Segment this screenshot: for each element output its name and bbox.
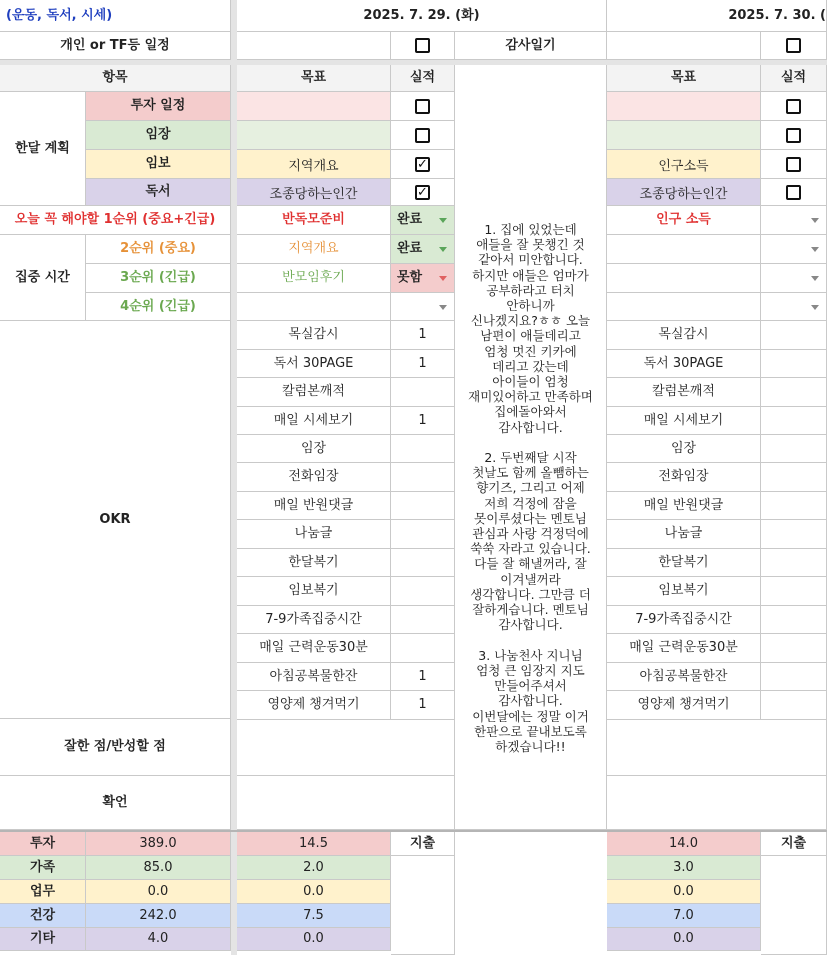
status-dropdown[interactable] (761, 293, 827, 321)
focus-time-label: 집중 시간 (0, 235, 86, 321)
okr-goal-cell[interactable]: 임보복기 (237, 577, 391, 606)
summary-day-value[interactable]: 0.0 (607, 880, 761, 904)
okr-result-cell[interactable] (761, 407, 827, 435)
priority4-goal-1[interactable] (237, 293, 391, 321)
plan-check-cell[interactable] (761, 92, 827, 121)
affirmation-cell-1[interactable] (237, 776, 455, 830)
summary-category: 업무 (0, 880, 86, 904)
plan-check-cell[interactable] (391, 150, 455, 179)
status-dropdown[interactable] (391, 293, 455, 321)
spend-cell-1[interactable] (391, 856, 455, 955)
categories-title: (운동, 독서, 시세) (0, 0, 231, 32)
okr-goal-cell[interactable]: 한달복기 (237, 549, 391, 577)
plan-goal-cell[interactable] (607, 121, 761, 150)
okr-result-cell[interactable] (761, 463, 827, 492)
status-value: 못함 (397, 270, 423, 286)
item-header: 항목 (0, 65, 231, 92)
personal-schedule-cell-2[interactable] (607, 32, 761, 60)
okr-result-cell[interactable] (391, 520, 455, 549)
okr-result-cell[interactable] (761, 435, 827, 463)
plan-row-name: 임보 (86, 150, 231, 179)
summary-total[interactable]: 4.0 (86, 928, 231, 951)
okr-goal-cell[interactable]: 임장 (607, 435, 761, 463)
okr-goal-cell[interactable]: 임보복기 (607, 577, 761, 606)
chevron-down-icon[interactable] (811, 305, 819, 310)
status-dropdown[interactable] (391, 264, 455, 293)
checkbox-icon[interactable] (415, 38, 430, 53)
checkbox-icon[interactable] (786, 128, 801, 143)
chevron-down-icon[interactable] (811, 218, 819, 223)
priority2-label: 2순위 (중요) (86, 235, 231, 264)
okr-result-cell[interactable] (391, 492, 455, 520)
okr-result-cell[interactable] (761, 634, 827, 663)
affirmation-cell-2[interactable] (607, 776, 827, 830)
okr-goal-cell[interactable]: 칼럼본깨적 (237, 378, 391, 407)
summary-total[interactable]: 389.0 (86, 832, 231, 856)
plan-goal-cell[interactable]: 조종당하는인간 (607, 179, 761, 206)
status-dropdown[interactable] (391, 206, 455, 235)
checkbox-icon[interactable] (415, 99, 430, 114)
okr-goal-cell[interactable]: 전화임장 (237, 463, 391, 492)
personal-schedule-label: 개인 or TF등 일정 (0, 32, 231, 60)
summary-day-value[interactable]: 0.0 (237, 880, 391, 904)
okr-result-cell[interactable]: 1 (391, 321, 455, 350)
priority3-goal-1[interactable]: 반모임후기 (237, 264, 391, 293)
chevron-down-icon[interactable] (811, 276, 819, 281)
okr-goal-cell[interactable]: 한달복기 (607, 549, 761, 577)
okr-result-cell[interactable] (761, 691, 827, 720)
okr-label: OKR (0, 321, 231, 719)
okr-result-cell[interactable] (761, 606, 827, 634)
status-dropdown[interactable] (761, 235, 827, 264)
okr-goal-cell[interactable]: 매일 시세보기 (237, 407, 391, 435)
summary-category: 건강 (0, 904, 86, 928)
result-header-2: 실적 (761, 65, 827, 92)
summary-day-value[interactable]: 0.0 (237, 928, 391, 951)
plan-check-cell[interactable] (761, 121, 827, 150)
okr-result-cell[interactable] (391, 463, 455, 492)
plan-row-name: 독서 (86, 179, 231, 206)
date-header-2: 2025. 7. 30. ( (607, 0, 827, 32)
okr-result-cell[interactable] (761, 663, 827, 691)
okr-result-cell[interactable]: 1 (391, 663, 455, 691)
okr-result-cell[interactable] (391, 577, 455, 606)
checkbox-icon[interactable] (415, 128, 430, 143)
summary-category: 투자 (0, 832, 86, 856)
summary-day-value[interactable]: 3.0 (607, 856, 761, 880)
priority3-goal-2[interactable] (607, 264, 761, 293)
date-header-1: 2025. 7. 29. (화) (237, 0, 607, 32)
okr-result-cell[interactable] (391, 634, 455, 663)
okr-goal-cell[interactable]: 독서 30PAGE (237, 350, 391, 378)
goal-header-1: 목표 (237, 65, 391, 92)
summary-total[interactable]: 85.0 (86, 856, 231, 880)
okr-result-cell[interactable] (391, 549, 455, 577)
personal-schedule-check-cell-1[interactable] (391, 32, 455, 60)
okr-result-cell[interactable] (761, 350, 827, 378)
priority1-goal-1[interactable]: 반독모준비 (237, 206, 391, 235)
chevron-down-icon[interactable] (439, 218, 447, 223)
okr-result-cell[interactable] (761, 549, 827, 577)
chevron-down-icon[interactable] (811, 247, 819, 252)
personal-schedule-check-cell-2[interactable] (761, 32, 827, 60)
summary-category: 가족 (0, 856, 86, 880)
checkbox-icon[interactable] (786, 185, 801, 200)
spend-cell-2[interactable] (761, 856, 827, 955)
okr-result-cell[interactable] (761, 520, 827, 549)
plan-goal-cell[interactable]: 지역개요 (237, 150, 391, 179)
reflection-cell-2[interactable] (607, 719, 827, 776)
okr-result-cell[interactable]: 1 (391, 691, 455, 720)
okr-goal-cell[interactable]: 매일 시세보기 (607, 407, 761, 435)
priority4-goal-2[interactable] (607, 293, 761, 321)
gratitude-label: 감사일기 (455, 32, 607, 60)
plan-check-cell[interactable] (761, 179, 827, 206)
okr-goal-cell[interactable]: 목실감시 (237, 321, 391, 350)
okr-goal-cell[interactable]: 목실감시 (607, 321, 761, 350)
checkbox-icon[interactable] (786, 157, 801, 172)
result-header-1: 실적 (391, 65, 455, 92)
okr-result-cell[interactable]: 1 (391, 407, 455, 435)
priority2-goal-2[interactable] (607, 235, 761, 264)
plan-check-cell[interactable] (761, 150, 827, 179)
spend-label-2: 지출 (761, 832, 827, 856)
plan-row-name: 투자 일정 (86, 92, 231, 121)
okr-goal-cell[interactable]: 나눔글 (607, 520, 761, 549)
summary-day-value[interactable]: 7.0 (607, 904, 761, 928)
plan-goal-cell[interactable] (237, 92, 391, 121)
spend-label-1: 지출 (391, 832, 455, 856)
gratitude-text: 1. 집에 있었는데 애들을 잘 못챙긴 것 같아서 미안합니다. 하지만 애들은 엄마가 공부하라고 터치 안하니까 신나겠지요?ㅎㅎ 오늘 남편이 애들데리고 엄청 멋진 키카에 데리고 갔는데 아이들이 엄청 재미있어하고 만족하며 집에돌아와서 감사합니다. 2. 두번째달 시작 첫날도 함께 올뺌하는 향기즈, 그리고 어제 저희 걱정에 잠을 못이루셨다는 멘토님 관심과 사랑 걱정덕에 쑥쑥 자라고 있습니다. 다들 잘 해낼꺼라, 잘 이겨낼꺼라 생각합니다. 그만큼 더 잘하게습니다. 멘토님 감사합니다. 3. 나눔천사 지니님 엄청 큰 임장지 지도 만들어주셔서 감사합니다. 이번달에는 정말 이거 한판으로 끝내보도록 하겠습니다!! (468, 222, 593, 754)
summary-day-value[interactable]: 7.5 (237, 904, 391, 928)
plan-row-name: 임장 (86, 121, 231, 150)
month-plan-label: 한달 계획 (0, 92, 86, 206)
summary-total[interactable]: 242.0 (86, 904, 231, 928)
status-dropdown[interactable] (391, 235, 455, 264)
affirmation-label: 확언 (0, 776, 231, 830)
okr-result-cell[interactable] (391, 435, 455, 463)
okr-goal-cell[interactable]: 영양제 챙겨먹기 (237, 691, 391, 720)
okr-result-cell[interactable] (761, 378, 827, 407)
summary-day-value[interactable]: 0.0 (607, 928, 761, 951)
checkbox-icon[interactable] (786, 38, 801, 53)
priority3-label: 3순위 (긴급) (86, 264, 231, 293)
okr-result-cell[interactable]: 1 (391, 350, 455, 378)
goal-header-2: 목표 (607, 65, 761, 92)
summary-day-value[interactable]: 14.0 (607, 832, 761, 856)
okr-goal-cell[interactable]: 매일 반원댓글 (237, 492, 391, 520)
plan-goal-cell[interactable]: 조종당하는인간 (237, 179, 391, 206)
okr-result-cell[interactable] (391, 378, 455, 407)
priority1-goal-2[interactable]: 인구 소득 (607, 206, 761, 235)
summary-day-value[interactable]: 2.0 (237, 856, 391, 880)
personal-schedule-cell-1[interactable] (237, 32, 391, 60)
chevron-down-icon[interactable] (439, 305, 447, 310)
okr-result-cell[interactable] (391, 606, 455, 634)
plan-goal-cell[interactable] (607, 92, 761, 121)
okr-goal-cell[interactable]: 칼럼본깨적 (607, 378, 761, 407)
status-dropdown[interactable] (761, 206, 827, 235)
okr-goal-cell[interactable]: 7-9가족집중시간 (237, 606, 391, 634)
reflection-cell-1[interactable] (237, 719, 455, 776)
plan-check-cell[interactable] (391, 92, 455, 121)
okr-goal-cell[interactable]: 임장 (237, 435, 391, 463)
okr-goal-cell[interactable]: 영양제 챙겨먹기 (607, 691, 761, 720)
okr-result-cell[interactable] (761, 492, 827, 520)
status-value: 완료 (397, 241, 423, 257)
okr-goal-cell[interactable]: 7-9가족집중시간 (607, 606, 761, 634)
okr-goal-cell[interactable]: 전화임장 (607, 463, 761, 492)
plan-goal-cell[interactable]: 인구소득 (607, 150, 761, 179)
okr-goal-cell[interactable]: 매일 근력운동30분 (237, 634, 391, 663)
plan-check-cell[interactable] (391, 179, 455, 206)
okr-goal-cell[interactable]: 나눔글 (237, 520, 391, 549)
priority1-label: 오늘 꼭 해야할 1순위 (중요+긴급) (0, 206, 231, 235)
okr-goal-cell[interactable]: 독서 30PAGE (607, 350, 761, 378)
status-dropdown[interactable] (761, 264, 827, 293)
okr-goal-cell[interactable]: 아침공복물한잔 (607, 663, 761, 691)
checkbox-icon[interactable] (786, 99, 801, 114)
okr-result-cell[interactable] (761, 321, 827, 350)
checked-checkbox-icon[interactable]: ✓ (415, 157, 430, 172)
priority4-label: 4순위 (긴급) (86, 293, 231, 321)
summary-category: 기타 (0, 928, 86, 951)
status-value: 완료 (397, 212, 423, 228)
chevron-down-icon[interactable] (439, 247, 447, 252)
okr-result-cell[interactable] (761, 577, 827, 606)
plan-check-cell[interactable] (391, 121, 455, 150)
summary-day-value[interactable]: 14.5 (237, 832, 391, 856)
summary-total[interactable]: 0.0 (86, 880, 231, 904)
okr-goal-cell[interactable]: 아침공복물한잔 (237, 663, 391, 691)
priority2-goal-1[interactable]: 지역개요 (237, 235, 391, 264)
checked-checkbox-icon[interactable]: ✓ (415, 185, 430, 200)
plan-goal-cell[interactable] (237, 121, 391, 150)
chevron-down-icon[interactable] (439, 276, 447, 281)
okr-goal-cell[interactable]: 매일 근력운동30분 (607, 634, 761, 663)
okr-goal-cell[interactable]: 매일 반원댓글 (607, 492, 761, 520)
reflection-label: 잘한 점/반성할 점 (0, 719, 231, 776)
